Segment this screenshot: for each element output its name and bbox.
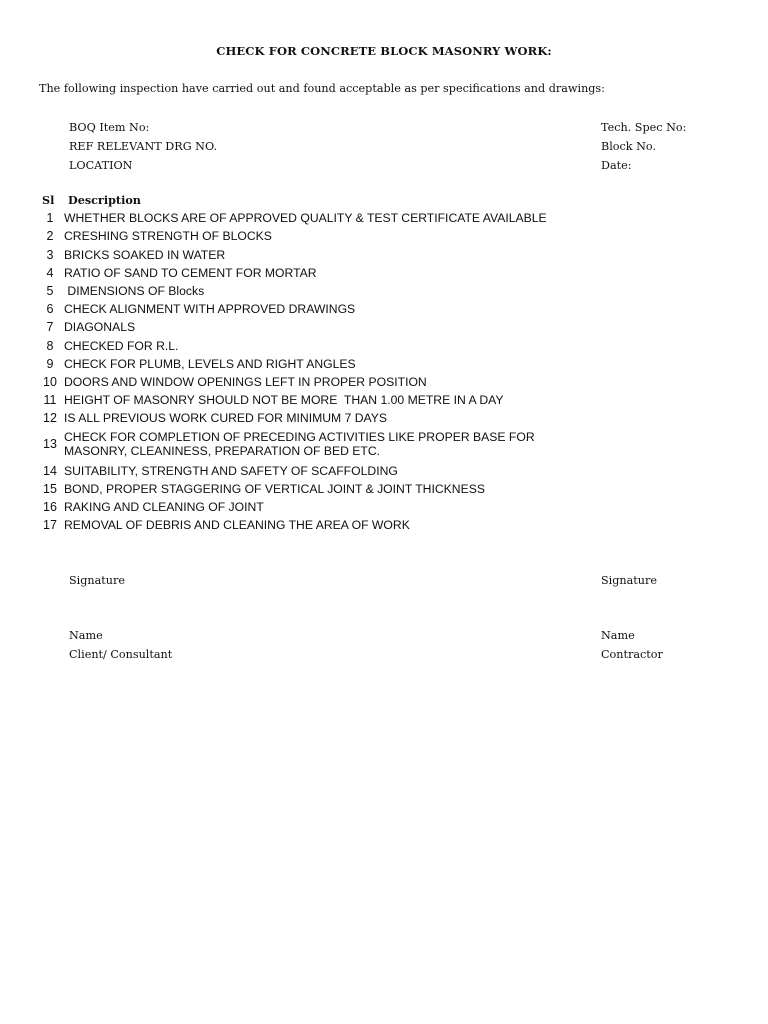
list-item [36,264,636,282]
client-role-label: Client/ Consultant [69,648,173,661]
list-item [36,246,636,264]
item-text: SUITABILITY, STRENGTH AND SAFETY OF SCAFFOLDING [64,463,398,478]
item-text: RAKING AND CLEANING OF JOINT [64,499,264,514]
item-text: CHECK FOR COMPLETION OF PRECEDING ACTIVITIES LIKE PROPER BASE FOR MASONRY, CLEANINESS, PREPARATION OF BED ETC. [64,430,535,459]
item-number: 16 [43,499,57,514]
block-no-label: Block No. [601,140,657,153]
item-text: CRESHING STRENGTH OF BLOCKS [64,229,272,244]
item-number: 5 [46,284,54,299]
meta-right-block [601,118,686,175]
list-item [36,480,636,498]
item-number: 3 [46,247,54,262]
item-text: DIMENSIONS OF Blocks [64,284,205,299]
description-header: Description [68,193,141,208]
list-item [36,409,636,427]
item-text: DIAGONALS [64,320,136,335]
list-item [36,209,636,227]
item-number: 11 [43,393,57,408]
item-text: CHECK ALIGNMENT WITH APPROVED DRAWINGS [64,302,356,317]
item-number: 8 [46,338,54,353]
item-text: CHECKED FOR R.L. [64,338,179,353]
client-signature-label: Signature [69,574,125,587]
item-number: 14 [43,463,57,478]
list-item [36,355,636,373]
item-text: HEIGHT OF MASONRY SHOULD NOT BE MORE THAN 1.00 METRE IN A DAY [64,393,504,408]
list-item [36,300,636,318]
item-number: 6 [46,302,54,317]
list-item [36,461,636,479]
boq-item-label: BOQ Item No: [69,121,150,134]
list-item [36,427,636,461]
item-number: 13 [43,437,57,452]
sl-header: Sl [42,193,55,208]
intro-text: The following inspection have carried out and found acceptable as per specifications and drawings: [39,82,605,95]
item-text: BRICKS SOAKED IN WATER [64,247,226,262]
list-item [36,516,636,534]
client-name-label: Name [69,629,103,642]
item-text: DOORS AND WINDOW OPENINGS LEFT IN PROPER POSITION [64,374,427,389]
document-title: CHECK FOR CONCRETE BLOCK MASONRY WORK: [216,44,552,58]
list-item [36,391,636,409]
list-item [36,282,636,300]
item-number: 10 [43,374,57,389]
list-item [36,337,636,355]
item-text: RATIO OF SAND TO CEMENT FOR MORTAR [64,265,317,280]
list-item [36,227,636,245]
contractor-role-label: Contractor [601,648,663,661]
meta-left-block [69,118,217,175]
item-text: IS ALL PREVIOUS WORK CURED FOR MINIMUM 7 DAYS [64,411,388,426]
item-number: 12 [43,411,57,426]
list-item [36,318,636,336]
item-number: 17 [43,518,57,533]
ref-drg-label: REF RELEVANT DRG NO. [69,140,218,153]
contractor-name-label: Name [601,629,635,642]
inspection-list [36,191,636,534]
date-label: Date: [601,159,632,172]
item-text: WHETHER BLOCKS ARE OF APPROVED QUALITY & TEST CERTIFICATE AVAILABLE [64,211,547,226]
list-header [36,191,636,209]
location-label: LOCATION [69,159,133,172]
list-item [36,498,636,516]
tech-spec-label: Tech. Spec No: [601,121,687,134]
item-number: 2 [46,229,54,244]
item-number: 1 [46,211,54,226]
list-item [36,373,636,391]
contractor-signature-label: Signature [601,574,657,587]
item-text: REMOVAL OF DEBRIS AND CLEANING THE AREA OF WORK [64,518,410,533]
item-number: 15 [43,481,57,496]
item-number: 4 [46,265,54,280]
item-text: BOND, PROPER STAGGERING OF VERTICAL JOINT & JOINT THICKNESS [64,481,485,496]
item-number: 9 [46,356,54,371]
item-number: 7 [46,320,54,335]
item-text: CHECK FOR PLUMB, LEVELS AND RIGHT ANGLES [64,356,356,371]
